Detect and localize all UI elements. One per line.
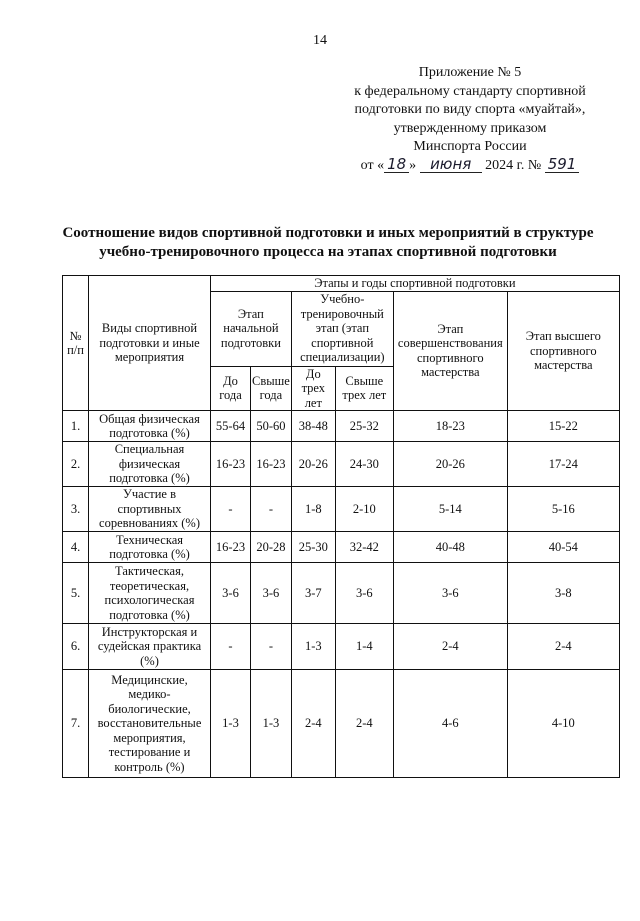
date-prefix: от « [360, 157, 385, 173]
cell-value: 2-4 [507, 624, 619, 670]
table-row [63, 532, 620, 563]
cell-value: 3-6 [335, 563, 393, 624]
row-number: 1. [63, 411, 89, 442]
cell-value: 5-16 [507, 487, 619, 532]
header-up-to-three-years: До трех лет [291, 366, 335, 411]
cell-value: 5-14 [393, 487, 507, 532]
table-row [63, 670, 620, 778]
training-ratio-table-wrap [62, 275, 620, 778]
cell-value: - [251, 487, 292, 532]
cell-value: 20-28 [251, 532, 292, 563]
cell-value: - [251, 624, 292, 670]
cell-value: 15-22 [507, 411, 619, 442]
cell-value: 16-23 [211, 442, 251, 487]
cell-value: 25-30 [291, 532, 335, 563]
cell-value: 2-4 [393, 624, 507, 670]
document-title [40, 224, 616, 262]
row-kind: Специальная физическая подготовка (%) [89, 442, 211, 487]
cell-value: 16-23 [251, 442, 292, 487]
row-kind: Тактическая, теоретическая, психологическая подготовка (%) [89, 563, 211, 624]
date-year: 2024 г. № [485, 157, 542, 173]
cell-value: 18-23 [393, 411, 507, 442]
cell-value: 38-48 [291, 411, 335, 442]
cell-value: 3-6 [393, 563, 507, 624]
cell-value: 50-60 [251, 411, 292, 442]
cell-value: - [211, 487, 251, 532]
cell-value: 2-4 [291, 670, 335, 778]
header-over-three-years: Свыше трех лет [335, 366, 393, 411]
cell-value: 1-4 [335, 624, 393, 670]
cell-value: 40-48 [393, 532, 507, 563]
appendix-line: утвержденному приказом [393, 120, 547, 136]
date-mid: » [409, 157, 417, 173]
row-number: 5. [63, 563, 89, 624]
title-line: Соотношение видов спортивной подготовки и иных мероприятий в структуре [62, 225, 594, 241]
training-ratio-table [62, 275, 620, 778]
cell-value: 55-64 [211, 411, 251, 442]
table-row [63, 411, 620, 442]
table-row [63, 487, 620, 532]
cell-value: 17-24 [507, 442, 619, 487]
table-row [63, 563, 620, 624]
cell-value: 1-3 [291, 624, 335, 670]
appendix-line: подготовки по виду спорта «муайтай», [354, 102, 586, 117]
row-number: 3. [63, 487, 89, 532]
cell-value: 32-42 [335, 532, 393, 563]
cell-value: 4-6 [393, 670, 507, 778]
header-stages: Этапы и годы спортивной подготовки [211, 276, 620, 292]
row-number: 4. [63, 532, 89, 563]
title-line: учебно-тренировочного процесса на этапах спортивной подготовки [99, 244, 557, 260]
table-row [63, 624, 620, 670]
handwritten-day: 18 [384, 157, 409, 173]
handwritten-order-number: 591 [545, 157, 580, 173]
cell-value: 24-30 [335, 442, 393, 487]
row-kind: Общая физическая подготовка (%) [89, 411, 211, 442]
cell-value: 2-4 [335, 670, 393, 778]
cell-value: 20-26 [393, 442, 507, 487]
appendix-block [330, 64, 610, 175]
row-number: 2. [63, 442, 89, 487]
cell-value: 1-8 [291, 487, 335, 532]
row-kind: Участие в спортивных соревнованиях (%) [89, 487, 211, 532]
cell-value: 3-6 [251, 563, 292, 624]
cell-value: 3-8 [507, 563, 619, 624]
cell-value: 1-3 [251, 670, 292, 778]
header-kind: Виды спортивной подготовки и иные мероприятия [89, 276, 211, 411]
page-number: 14 [313, 33, 327, 48]
cell-value: 40-54 [507, 532, 619, 563]
header-over-year: Свыше года [251, 366, 292, 411]
cell-value: 2-10 [335, 487, 393, 532]
cell-value: 25-32 [335, 411, 393, 442]
row-kind: Техническая подготовка (%) [89, 532, 211, 563]
row-number: 6. [63, 624, 89, 670]
cell-value: 20-26 [291, 442, 335, 487]
cell-value: 4-10 [507, 670, 619, 778]
header-stage-training: Учебно-тренировочный этап (этап спортивной специализации) [291, 291, 393, 366]
cell-value: 3-6 [211, 563, 251, 624]
order-date-line [330, 154, 610, 176]
row-number: 7. [63, 670, 89, 778]
header-number: № п/п [63, 276, 89, 411]
cell-value: - [211, 624, 251, 670]
appendix-line: Минспорта России [413, 139, 527, 154]
header-stage-improvement: Этап совершенствования спортивного мастерства [393, 291, 507, 411]
table-row [63, 442, 620, 487]
handwritten-month: июня [420, 157, 482, 173]
cell-value: 16-23 [211, 532, 251, 563]
cell-value: 3-7 [291, 563, 335, 624]
header-stage-initial: Этап начальной подготовки [211, 291, 292, 366]
cell-value: 1-3 [211, 670, 251, 778]
header-stage-higher: Этап высшего спортивного мастерства [507, 291, 619, 411]
row-kind: Медицинские, медико-биологические, восстановительные мероприятия, тестирование и контроль (%) [89, 670, 211, 778]
header-up-to-year: До года [211, 366, 251, 411]
appendix-title: Приложение № 5 [418, 65, 522, 80]
appendix-line: к федеральному стандарту спортивной [354, 83, 586, 99]
row-kind: Инструкторская и судейская практика (%) [89, 624, 211, 670]
